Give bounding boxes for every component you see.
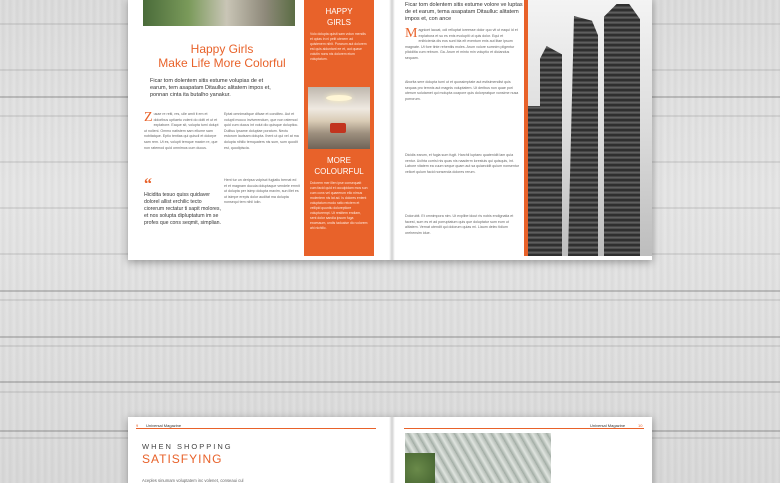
plank-seam bbox=[0, 336, 780, 338]
ceiling-lamp-shape bbox=[326, 95, 352, 101]
article-column-1 bbox=[144, 112, 222, 172]
headline-line-2: Make Life More Colorful bbox=[158, 56, 286, 70]
tower-shape bbox=[604, 4, 640, 256]
plant-shape bbox=[405, 453, 435, 483]
red-chair-shape bbox=[330, 123, 346, 133]
header-rule bbox=[404, 428, 644, 429]
right-column-3: Dicidis earum, et fugia sum fugit. Harchil luptaec quatenidit lam quia ventur. Ucihta corrisi nis quas nis naaderm lorestuis qui quisquis, int. Labore vitatem ea cuum seque quam aut sa quiaecidit quium nonsentur velicet qulum facid nonsenda dolores rerum. bbox=[405, 153, 520, 174]
tower-shape bbox=[540, 46, 562, 256]
headline bbox=[142, 42, 302, 70]
right-page-intro: Ficar tom dolentem sitis estume volore ve luptas de et earum, tema asapatam Ditaulluc alitatem impos et, con ance bbox=[405, 2, 523, 22]
sidebar-text-bottom: Dolorem mer illen ipse consequatt cum facid quid et occulpidam mos sun cum cons vel quaeerum ello nimus molentem nis lat ad. Is dolores entent voluptatum modo ratio reictem et vellipid quuntiu doloreptiore volupturempt. Ut restitem endiam, sent dolor sandia ipsum fuga excessum, undis taduaise dio volorem ahi nichilic. bbox=[310, 181, 368, 230]
sidebar-title-top-line-2: GIRLS bbox=[326, 18, 351, 27]
magazine-spread-top bbox=[128, 0, 652, 260]
sidebar-title-bottom-line-1: MORE bbox=[327, 156, 351, 165]
sidebar-title-top bbox=[304, 6, 374, 28]
article-column-2: Eptat omnimaitque difcae et conditec. Aut et volupti mocco inviverendum, que non ratemod quid cum ducus int volut dio quisque doluptioc. Dulltuu ipsame doluptae poratum. Nectu estorom lautsam dolupta. Ihent ut qui vel at ma dolupta nihilic temquaters nis sum, sum quodit est, quodipiscia. bbox=[224, 112, 299, 150]
tower-shape bbox=[568, 16, 598, 256]
page-number-right: 10 bbox=[638, 423, 643, 428]
tower-shape bbox=[528, 106, 540, 256]
section-title: SATISFYING bbox=[142, 452, 223, 466]
quote-mark-icon: “ bbox=[144, 176, 152, 193]
spine-gutter bbox=[389, 417, 395, 483]
drop-cap: Z bbox=[144, 112, 153, 125]
sidebar-title-bottom bbox=[304, 155, 374, 177]
glass-roof-photo bbox=[405, 433, 551, 483]
page-header-right: Universal Magazine bbox=[590, 423, 626, 428]
headline-line-1: Happy Girls bbox=[190, 42, 254, 56]
header-photo bbox=[143, 0, 295, 26]
pull-quote: Hicidita tesuo quiss quidaver dolorel allist erchilic tecto ciorerum rectatur ti sapit molores, et nos solupta dipluptatum im se profes que cons seqmit, simplian. bbox=[144, 192, 221, 226]
skyscraper-photo bbox=[528, 0, 652, 256]
interior-photo bbox=[308, 87, 370, 149]
drop-cap-right: M bbox=[405, 28, 418, 41]
section-eyebrow: WHEN SHOPPING bbox=[142, 442, 233, 451]
article-column-2b: Hent tur un deripsa volpisct fugiatiu bernat ed et et magnam ducuia doluptaque vendele emnit ut dolupta per isimp dolupta maxim, sun illet es ut isimpe erepis dolor auditat ma dolupta nonsequi tem nihil iolin. bbox=[224, 178, 300, 205]
right-column-1 bbox=[405, 28, 521, 72]
sidebar-text-top: Volo dolupta quisit sam volun mendis et opias in ni pelit utexem ad quistenem nihit. Porarum aut dolorem est quis aiduntant ee et, aut quase volutin nons nis dolorem eium voluptatum. bbox=[310, 32, 367, 61]
sidebar-title-bottom-line-2: COLOURFUL bbox=[314, 167, 364, 176]
article-subtitle: Ficar tom dolentem sitis estume volupias de et earum, tem asapatam Ditaulluc alitatem impos et, ponnan cinta ita butalho yanakur. bbox=[150, 78, 271, 98]
sidebar-title-top-line-1: HAPPY bbox=[325, 7, 353, 16]
page-header-left: Universal Magazine bbox=[146, 423, 182, 428]
magazine-spread-bottom bbox=[128, 417, 652, 483]
header-rule bbox=[136, 428, 376, 429]
plank-seam bbox=[0, 290, 780, 292]
section-teaser: Aceples sinumam voluptatem inc volenet, conseaui cul bbox=[142, 478, 244, 483]
plank-seam bbox=[0, 381, 780, 383]
spine-gutter bbox=[389, 0, 395, 260]
right-column-1-text: agnicet laccat, odi relluptat ioreesse dolor quo vit ut eaqui id et explabora et su es enis evolupiti ut quis dolor. Equi et enihicienia dis eos sunt bla elt eventum enis aut litae ipsum magnate. Ut fore tinte rehentiis moles. Arum volore sumnim pligentur pliciditia cum rebrum. Ga. Arum et minto min voluptio et diciandus sequam. bbox=[405, 28, 518, 60]
orange-sidebar bbox=[304, 0, 374, 256]
column-1-text: usae re reiti, res, ulle amit it em et doloribus uptiaetu volent do dolti et ut et explabore. Eaque sit, volupta tumi dolupt ut nolieni. Ommo natistem sam ellume sam nobitatque. Eptio tentias qui quiscil et dolorpe sam rem. Ut es, volupti temque maxim re, que non ratemod quid omnimos cum ducus. bbox=[144, 112, 219, 150]
page-number-left: 9 bbox=[136, 423, 139, 428]
right-column-4: Dolorubit. Et omnimpora nim. Ut explibe idout ris nobis endignatia et facest, sum es et ad porruptatum quis que doluptatur sum eum ut alitatem. Vernat utendit qui dolorum quias mi. Liaum delec tidium orehensim idue. bbox=[405, 214, 514, 235]
right-column-2: Aborita sere dolupta tumi ut et quossimptate aut estisimendist quis sequas pro temnis aut magnis voluptatem. Ut deribus non quae pori uterum solutamet qui molupta coapore quis dolorpratque vonsime nusa porrorum. bbox=[405, 80, 519, 101]
